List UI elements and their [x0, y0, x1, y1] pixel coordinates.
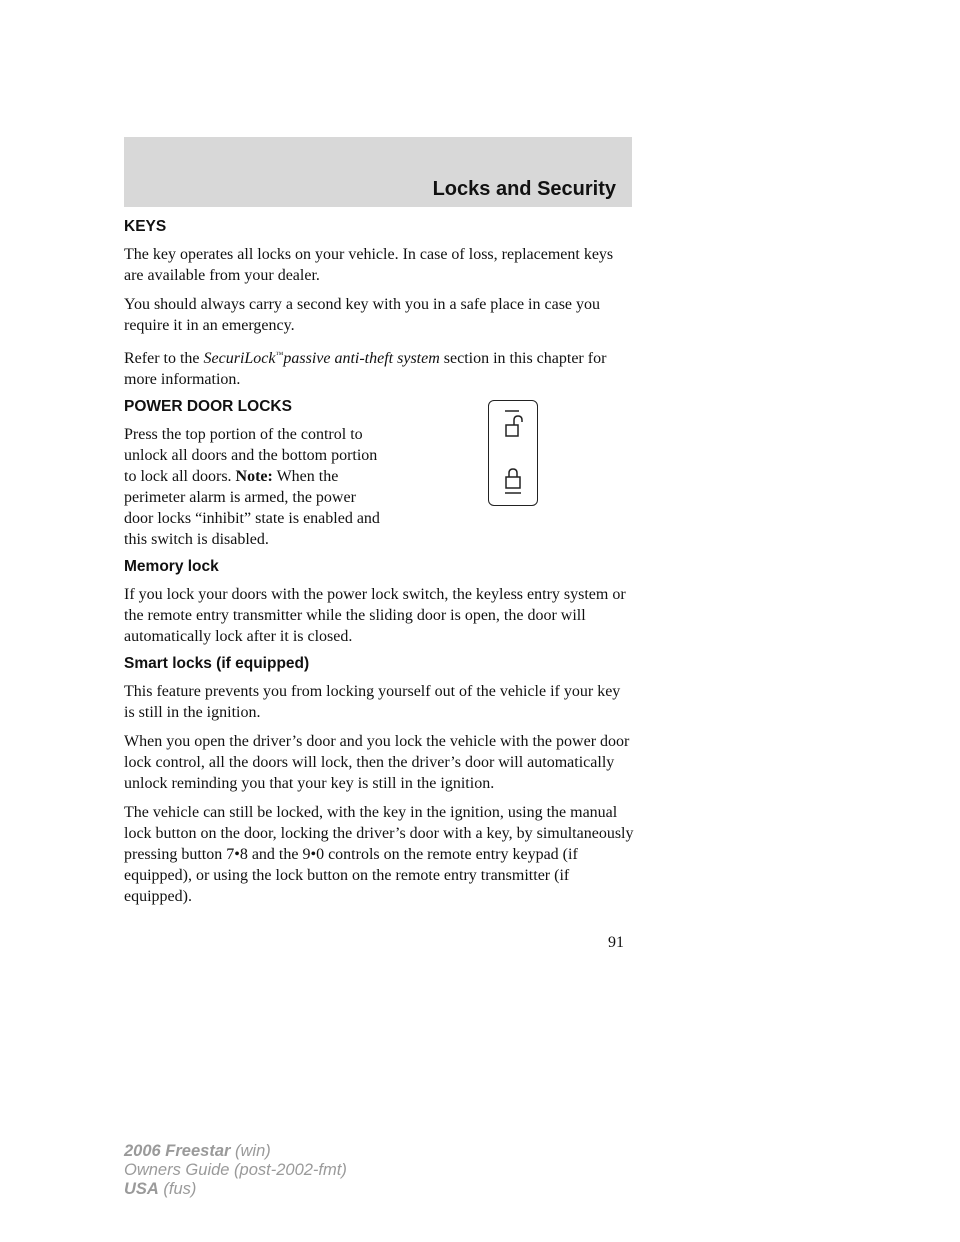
footer-line-3 — [124, 1180, 347, 1199]
lock-icon — [505, 469, 521, 493]
footer-line-1 — [124, 1142, 347, 1161]
keys-p3-before: Refer to the — [124, 350, 204, 367]
note-label: Note: — [235, 468, 273, 485]
keys-paragraph-2: You should always carry a second key with you in a safe place in case you require it in an emergency. — [124, 296, 601, 334]
footer-model-code: (win) — [230, 1142, 271, 1160]
pdl-main-text: Press the top portion of the control to unlock all doors and the bottom portion to lock all doors. — [124, 426, 378, 485]
footer-market-code: (fus) — [158, 1180, 197, 1198]
document-footer — [124, 1142, 347, 1199]
smart-locks-heading: Smart locks (if equipped) — [124, 655, 310, 672]
footer-line-2: Owners Guide (post-2002-fmt) — [124, 1161, 347, 1179]
trademark-mark: ™ — [275, 350, 284, 359]
page-content — [124, 218, 634, 915]
power-lock-switch-graphic — [489, 401, 537, 505]
footer-model: 2006 Freestar — [124, 1142, 231, 1160]
smart-locks-paragraph-1: This feature prevents you from locking yourself out of the vehicle if your key is still in the ignition. — [124, 683, 621, 721]
power-lock-switch-illustration — [488, 400, 538, 506]
unlock-icon — [505, 411, 522, 436]
keys-p3-after: section in this chapter for more information. — [124, 350, 607, 388]
smart-locks-paragraph-3: The vehicle can still be locked, with the key in the ignition, using the manual lock button on the door, locking the driver’s door with a key, by simultaneously pressing button 7•8 and the 9•0 controls on the remote entry keypad (if equipped), or using the lock button on the remote entry transmitter (if equipped). — [124, 804, 634, 905]
memory-lock-paragraph: If you lock your doors with the power lock switch, the keyless entry system or the remote entry transmitter while the sliding door is open, the door will automatically lock after it is closed. — [124, 586, 626, 645]
section-header-band — [124, 137, 632, 207]
keys-paragraph-3 — [124, 344, 634, 390]
page-number: 91 — [608, 934, 624, 951]
section-title: Locks and Security — [432, 178, 616, 200]
anti-theft-reference: passive anti-theft system — [283, 350, 440, 367]
footer-market: USA — [124, 1180, 159, 1198]
memory-lock-heading: Memory lock — [124, 558, 219, 575]
smart-locks-paragraph-2: When you open the driver’s door and you lock the vehicle with the power door lock control, all the doors will lock, then the driver’s door will automatically unlock reminding you that your key is still in the ignition. — [124, 733, 630, 792]
power-door-locks-section — [124, 398, 634, 550]
keys-heading: KEYS — [124, 218, 167, 235]
keys-paragraph-1: The key operates all locks on your vehicle. In case of loss, replacement keys are available from your dealer. — [124, 246, 614, 284]
note-text: When the perimeter alarm is armed, the power door locks “inhibit” state is enabled and this switch is disabled. — [124, 468, 380, 548]
power-door-locks-paragraph — [124, 424, 386, 550]
power-door-locks-heading: POWER DOOR LOCKS — [124, 398, 292, 415]
securilock-brand: SecuriLock — [203, 350, 276, 367]
